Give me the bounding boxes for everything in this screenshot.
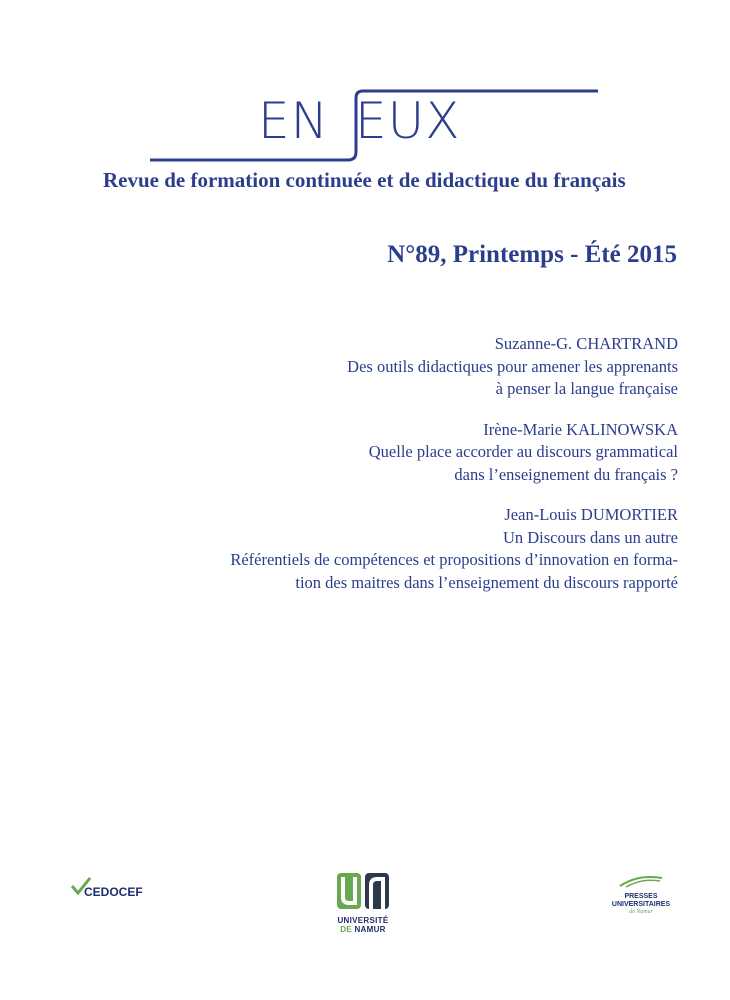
journal-subtitle: Revue de formation continuée et de didactique du français xyxy=(103,168,626,192)
unamur-line1: UNIVERSITÉ xyxy=(337,916,389,925)
article-title-line: Quelle place accorder au discours grammatical xyxy=(368,442,678,461)
article-entry xyxy=(58,504,678,594)
unamur-namur: NAMUR xyxy=(354,925,386,934)
unamur-logo-icon xyxy=(335,871,391,911)
article-title-line: Des outils didactiques pour amener les apprenants xyxy=(347,356,678,376)
pun-line2: UNIVERSITAIRES xyxy=(611,901,671,908)
table-of-contents xyxy=(58,333,678,612)
article-title-line: Un Discours dans un autre xyxy=(502,527,678,547)
logo-title xyxy=(258,92,461,150)
issue-title: N°89, Printemps - Été 2015 xyxy=(387,241,677,268)
cedocef-label: CEDOCEF xyxy=(84,885,143,899)
article-author: Jean-Louis DUMORTIER xyxy=(504,505,678,524)
unamur-logo xyxy=(333,871,393,934)
pun-line1: PRESSES xyxy=(624,893,658,900)
article-author: Irène-Marie KALINOWSKA xyxy=(483,419,678,439)
unamur-de: DE xyxy=(340,925,352,934)
journal-logo xyxy=(0,0,730,200)
article-title-line: à penser la langue française xyxy=(495,379,678,398)
article-entry xyxy=(58,419,678,487)
article-title-line: Référentiels de compétences et propositions d’innovation en forma- xyxy=(230,550,678,569)
cedocef-logo xyxy=(70,875,143,902)
unamur-name xyxy=(333,916,393,934)
pun-line3: de Namur xyxy=(629,909,653,915)
article-title-line: dans l’enseignement du français ? xyxy=(454,464,678,484)
pun-swoosh-icon xyxy=(616,874,666,888)
article-title-line: tion des maitres dans l’enseignement du discours rapporté xyxy=(295,572,678,592)
logo-title-part1: EN xyxy=(258,92,329,150)
pun-logo xyxy=(606,874,676,916)
article-entry xyxy=(58,333,678,401)
article-author: Suzanne-G. CHARTRAND xyxy=(494,334,678,353)
logo-title-part2: EUX xyxy=(355,92,461,150)
pun-name xyxy=(606,893,676,909)
